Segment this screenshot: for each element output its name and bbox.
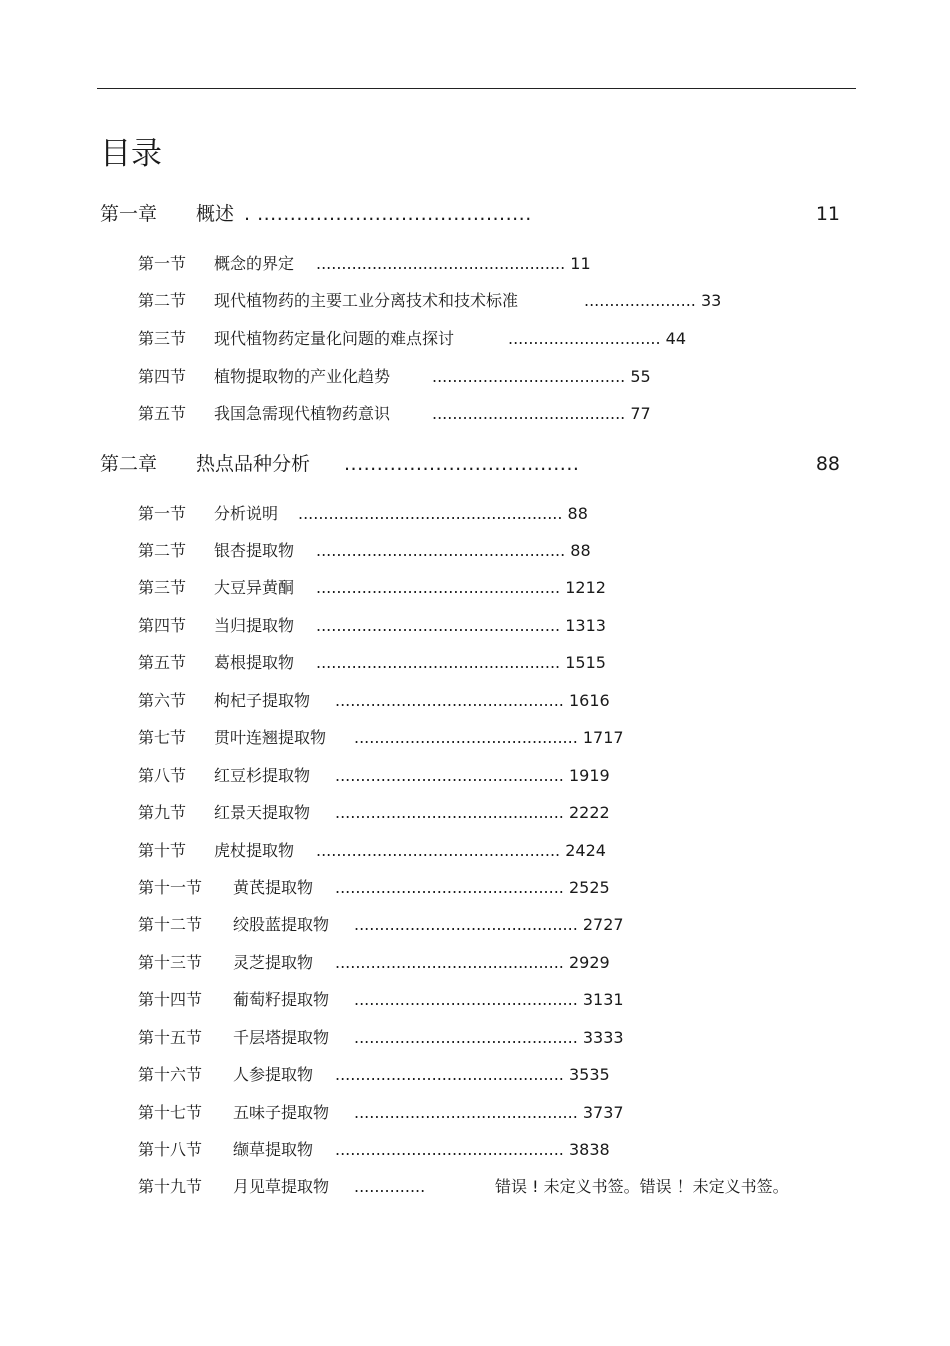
section-title: 黄芪提取物 [233, 878, 314, 897]
chapter-label: 第二章 [100, 453, 158, 475]
toc-chapter-2[interactable] [100, 450, 840, 478]
section-label: 第三节 [138, 578, 187, 597]
section-label: 第一节 [138, 254, 187, 273]
section-label: 第十八节 [138, 1140, 203, 1159]
toc-section[interactable] [138, 1175, 828, 1199]
section-leader-page: .............................. 44 [508, 329, 687, 348]
toc-section[interactable] [138, 801, 828, 825]
section-title: 枸杞子提取物 [214, 691, 311, 710]
section-title: 我国急需现代植物药意识 [214, 404, 391, 423]
section-label: 第十一节 [138, 878, 203, 897]
section-label: 第十六节 [138, 1065, 203, 1084]
toc-section[interactable] [138, 502, 828, 526]
section-leader-page: ............................................ 3737 [354, 1103, 624, 1122]
toc-section[interactable] [138, 252, 828, 276]
section-leader-page: ...................................... 55 [432, 367, 651, 386]
chapter-page: 88 [815, 453, 840, 475]
toc-section[interactable] [138, 689, 828, 713]
section-leader-page: ............................................ 3333 [354, 1028, 624, 1047]
section-title: 缬草提取物 [233, 1140, 314, 1159]
toc-section[interactable] [138, 764, 828, 788]
section-title: 灵芝提取物 [233, 953, 314, 972]
section-title: 绞股蓝提取物 [233, 915, 330, 934]
toc-section[interactable] [138, 614, 828, 638]
section-label: 第五节 [138, 404, 187, 423]
section-title: 葡萄籽提取物 [233, 990, 330, 1009]
chapter-label: 第一章 [100, 203, 158, 225]
section-label: 第十四节 [138, 990, 203, 1009]
toc-section[interactable] [138, 365, 828, 389]
toc-section[interactable] [138, 913, 828, 937]
toc-section[interactable] [138, 1063, 828, 1087]
section-leader-page: ................................................ 1515 [316, 653, 606, 672]
section-label: 第十节 [138, 841, 187, 860]
section-label: 第二节 [138, 541, 187, 560]
toc-section[interactable] [138, 539, 828, 563]
section-leader-page: ............................................ 3131 [354, 990, 624, 1009]
section-title: 分析说明 [214, 504, 279, 523]
chapter-leader: . .......................................... [244, 203, 532, 225]
section-label: 第十九节 [138, 1177, 203, 1196]
section-title: 现代植物药定量化问题的难点探讨 [214, 329, 455, 348]
section-title: 人参提取物 [233, 1065, 314, 1084]
toc-section[interactable] [138, 327, 828, 351]
section-label: 第九节 [138, 803, 187, 822]
section-leader: .............. [354, 1177, 426, 1196]
section-leader-page: .................................................... 88 [298, 504, 588, 523]
section-leader-page: ............................................. 1919 [335, 766, 610, 785]
toc-section[interactable] [138, 651, 828, 675]
toc-section[interactable] [138, 1101, 828, 1125]
section-leader-page: ................................................. 11 [316, 254, 591, 273]
section-title: 月见草提取物 [233, 1177, 330, 1196]
chapter-title: 概述 [196, 203, 235, 225]
section-title: 红豆杉提取物 [214, 766, 311, 785]
section-leader-page: ............................................. 3838 [335, 1140, 610, 1159]
section-title: 虎杖提取物 [214, 841, 295, 860]
section-leader-page: ............................................ 2727 [354, 915, 624, 934]
section-title: 大豆异黄酮 [214, 578, 295, 597]
toc-heading: 目录 [100, 136, 162, 172]
section-title: 葛根提取物 [214, 653, 295, 672]
toc-section[interactable] [138, 1026, 828, 1050]
section-title: 红景天提取物 [214, 803, 311, 822]
section-label: 第四节 [138, 367, 187, 386]
section-label: 第五节 [138, 653, 187, 672]
toc-section[interactable] [138, 876, 828, 900]
section-title: 贯叶连翘提取物 [214, 728, 327, 747]
section-leader-page: ............................................. 2525 [335, 878, 610, 897]
section-leader-page: ............................................. 3535 [335, 1065, 610, 1084]
section-label: 第三节 [138, 329, 187, 348]
section-title: 五味子提取物 [233, 1103, 330, 1122]
section-title: 当归提取物 [214, 616, 295, 635]
section-leader-page: ................................................. 88 [316, 541, 591, 560]
section-title: 银杏提取物 [214, 541, 295, 560]
toc-section[interactable] [138, 988, 828, 1012]
section-label: 第十七节 [138, 1103, 203, 1122]
toc-section[interactable] [138, 951, 828, 975]
section-label: 第十三节 [138, 953, 203, 972]
toc-section[interactable] [138, 726, 828, 750]
toc-section[interactable] [138, 839, 828, 863]
section-label: 第六节 [138, 691, 187, 710]
toc-chapter-1[interactable] [100, 200, 840, 228]
chapter-title: 热点品种分析 [196, 453, 311, 475]
section-leader-page: ...................... 33 [584, 291, 722, 310]
section-label: 第二节 [138, 291, 187, 310]
section-leader-page: ............................................. 2929 [335, 953, 610, 972]
section-title: 植物提取物的产业化趋势 [214, 367, 391, 386]
section-label: 第八节 [138, 766, 187, 785]
section-leader-page: ................................................ 2424 [316, 841, 606, 860]
section-leader-page: ................................................ 1212 [316, 578, 606, 597]
toc-section[interactable] [138, 1138, 828, 1162]
toc-section[interactable] [138, 576, 828, 600]
section-title: 概念的界定 [214, 254, 295, 273]
section-label: 第四节 [138, 616, 187, 635]
section-title: 千层塔提取物 [233, 1028, 330, 1047]
section-label: 第十五节 [138, 1028, 203, 1047]
section-leader-page: ...................................... 77 [432, 404, 651, 423]
chapter-leader: .................................... [344, 453, 580, 475]
bookmark-error-text: 错误 ! 未定义书签。错误 ！未定义书签。 [495, 1177, 789, 1196]
section-title: 现代植物药的主要工业分离技术和技术标准 [214, 291, 519, 310]
toc-section[interactable] [138, 402, 828, 426]
chapter-page: 11 [815, 203, 840, 225]
section-leader-page: ............................................. 2222 [335, 803, 610, 822]
section-label: 第一节 [138, 504, 187, 523]
section-label: 第七节 [138, 728, 187, 747]
section-leader-page: ............................................. 1616 [335, 691, 610, 710]
header-rule [97, 88, 856, 89]
section-leader-page: ................................................ 1313 [316, 616, 606, 635]
toc-section[interactable] [138, 289, 828, 313]
section-label: 第十二节 [138, 915, 203, 934]
section-leader-page: ............................................ 1717 [354, 728, 624, 747]
